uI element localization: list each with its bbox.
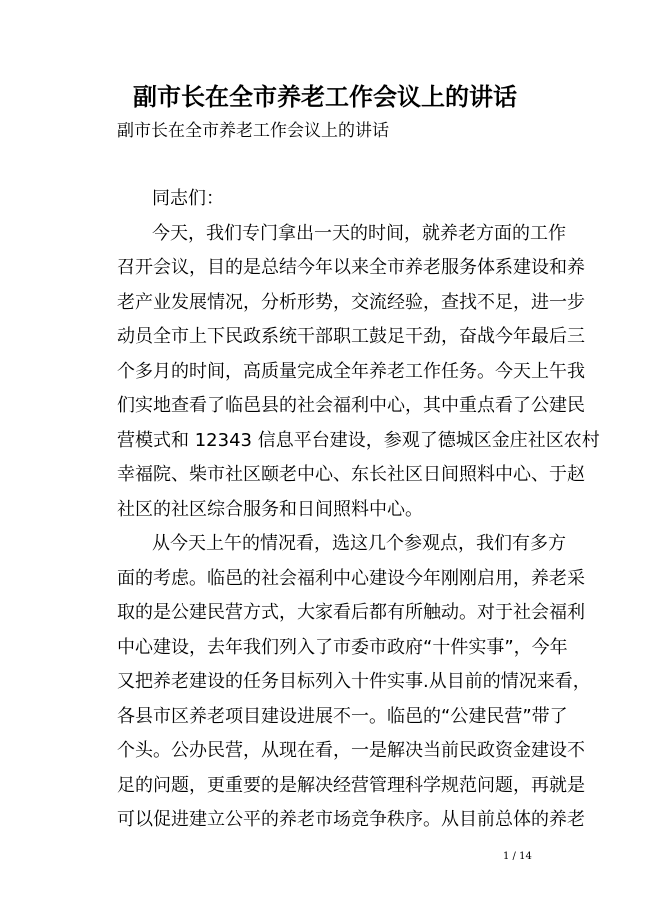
body-line: 个多月的时间，高质量完成全年养老工作任务。今天上午我	[117, 361, 585, 382]
body-line: 各县市区养老项目建设进展不一。临邑的“公建民营”带了	[117, 706, 568, 727]
body-line: 动员全市上下民政系统干部职工鼓足干劲，奋战今年最后三	[117, 326, 585, 347]
page-number: 1 / 14	[503, 851, 532, 862]
body-line: 社区的社区综合服务和日间照料中心。	[117, 499, 423, 520]
body-line: 幸福院、柴市社区颐老中心、东长社区日间照料中心、于赵	[117, 464, 585, 485]
body-line: 召开会议，目的是总结今年以来全市养老服务体系建设和养	[117, 257, 585, 278]
body-line: 足的问题，更重要的是解决经营管理科学规范问题，再就是	[117, 775, 585, 796]
salutation: 同志们：	[152, 188, 224, 209]
body-line: 今天，我们专门拿出一天的时间，就养老方面的工作	[152, 223, 566, 244]
body-line: 从今天上午的情况看，选这几个参观点，我们有多方	[152, 533, 566, 554]
body-line: 取的是公建民营方式，大家看后都有所触动。对于社会福利	[117, 602, 585, 623]
body-line: 个头。公办民营，从现在看，一是解决当前民政资金建设不	[117, 740, 585, 761]
body-line: 营模式和 12343 信息平台建设，参观了德城区金庄社区农村	[117, 430, 600, 451]
body-line: 老产业发展情况，分析形势，交流经验，查找不足，进一步	[117, 292, 585, 313]
body-line: 又把养老建设的任务目标列入十件实事.从目前的情况来看，	[117, 671, 591, 692]
body-line: 面的考虑。临邑的社会福利中心建设今年刚刚启用，养老采	[117, 568, 585, 589]
body-line: 可以促进建立公平的养老市场竞争秩序。从目前总体的养老	[117, 809, 585, 830]
document-subtitle: 副市长在全市养老工作会议上的讲话	[117, 121, 389, 141]
document-title: 副市长在全市养老工作会议上的讲话	[133, 83, 517, 111]
body-line: 们实地查看了临邑县的社会福利中心，其中重点看了公建民	[117, 395, 585, 416]
body-line: 中心建设，去年我们列入了市委市政府“十件实事”，今年	[117, 637, 568, 658]
